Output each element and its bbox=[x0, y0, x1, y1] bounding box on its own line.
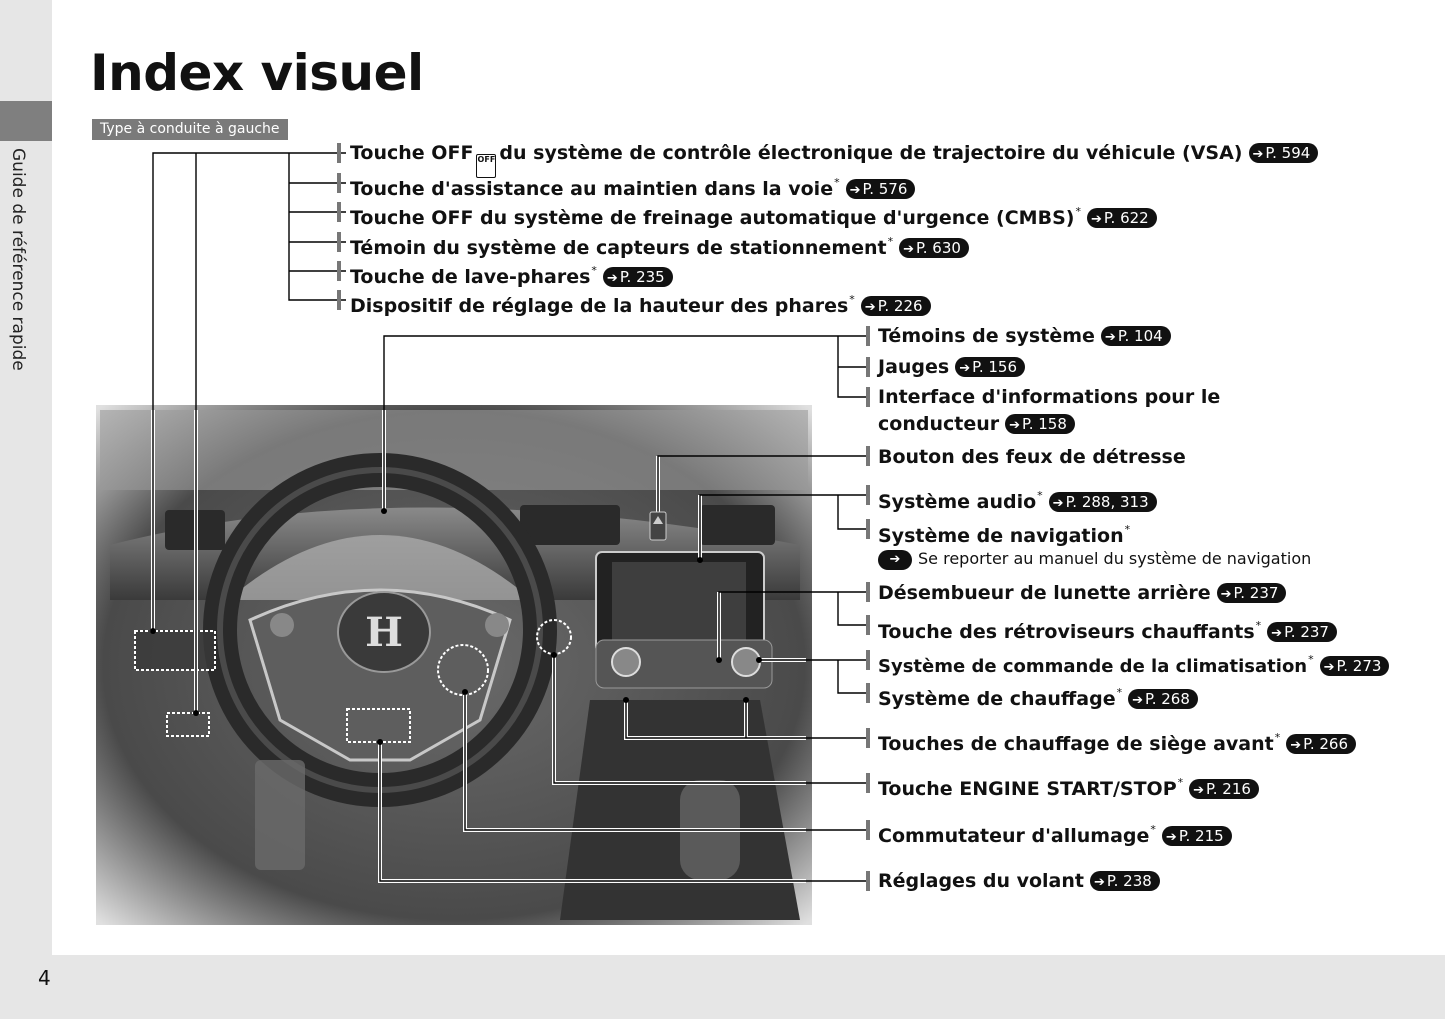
label-vsa: Touche OFF OFF du système de contrôle électronique de trajectoire du véhicule (VSA) ➔ P. 594 bbox=[350, 141, 1318, 178]
page-ref-link[interactable]: ➔ P. 594 bbox=[1249, 143, 1319, 163]
page-ref-link[interactable]: ➔ P. 237 bbox=[1267, 622, 1337, 642]
label-driver-info-2: conducteur ➔ P. 158 bbox=[878, 412, 1075, 436]
page-title: Index visuel bbox=[90, 44, 424, 102]
label-driver-info-1: Interface d'informations pour le bbox=[878, 386, 1221, 408]
page-ref-link[interactable]: ➔ P. 156 bbox=[955, 357, 1025, 377]
nav-manual-note: ➔ Se reporter au manuel du système de navigation bbox=[878, 547, 1311, 571]
label-parking-sensor: Témoin du système de capteurs de stationnement*➔ P. 630 bbox=[350, 230, 969, 260]
label-indicators: Témoins de système ➔ P. 104 bbox=[878, 324, 1171, 348]
page-ref-link[interactable]: ➔ P. 237 bbox=[1217, 583, 1287, 603]
label-navigation: Système de navigation* bbox=[878, 523, 1131, 547]
page-ref-link[interactable]: ➔ P. 215 bbox=[1162, 826, 1232, 846]
page-ref-link[interactable]: ➔ P. 266 bbox=[1286, 734, 1356, 754]
page-ref-link[interactable]: ➔ P. 158 bbox=[1005, 414, 1075, 434]
page-ref-link[interactable]: ➔ P. 226 bbox=[861, 296, 931, 316]
label-climate: Système de commande de la climatisation*➔ P. 273 bbox=[878, 648, 1389, 679]
label-heating: Système de chauffage*➔ P. 268 bbox=[878, 681, 1198, 711]
page-ref-link[interactable]: ➔ P. 288, 313 bbox=[1049, 492, 1157, 512]
page-ref-link[interactable]: ➔ P. 104 bbox=[1101, 326, 1171, 346]
label-gauges: Jauges ➔ P. 156 bbox=[878, 355, 1025, 379]
page-ref-link[interactable]: ➔ P. 576 bbox=[846, 179, 916, 199]
drive-type-badge: Type à conduite à gauche bbox=[92, 119, 288, 140]
page-ref-link[interactable]: ➔ P. 622 bbox=[1087, 208, 1157, 228]
label-ignition: Commutateur d'allumage*➔ P. 215 bbox=[878, 818, 1232, 848]
page-ref-link[interactable]: ➔ P. 238 bbox=[1090, 871, 1160, 891]
page-number: 4 bbox=[38, 966, 51, 990]
side-tab-label: Guide de référence rapide bbox=[8, 148, 28, 371]
page-ref-link[interactable]: ➔ P. 268 bbox=[1128, 689, 1198, 709]
label-cmbs: Touche OFF du système de freinage automatique d'urgence (CMBS)*➔ P. 622 bbox=[350, 200, 1157, 230]
label-engine-start: Touche ENGINE START/STOP*➔ P. 216 bbox=[878, 771, 1259, 801]
page-ref-link[interactable]: ➔ P. 630 bbox=[899, 238, 969, 258]
label-lane-keeping: Touche d'assistance au maintien dans la voie*➔ P. 576 bbox=[350, 171, 915, 201]
page-ref-link[interactable]: ➔ P. 273 bbox=[1320, 656, 1390, 676]
honda-logo: H bbox=[365, 609, 403, 656]
vsa-off-icon-label: OFF bbox=[477, 155, 496, 164]
label-rear-defrost: Désembueur de lunette arrière ➔ P. 237 bbox=[878, 581, 1286, 605]
label-audio: Système audio*➔ P. 288, 313 bbox=[878, 484, 1157, 514]
label-seat-heaters: Touches de chauffage de siège avant*➔ P. 266 bbox=[878, 726, 1356, 756]
label-steering-adjust: Réglages du volant ➔ P. 238 bbox=[878, 869, 1160, 893]
page-ref-link[interactable]: ➔ P. 216 bbox=[1189, 779, 1259, 799]
label-headlight-washer: Touche de lave-phares*➔ P. 235 bbox=[350, 259, 673, 289]
page-ref-link[interactable]: ➔ P. 235 bbox=[603, 267, 673, 287]
label-heated-mirrors: Touche des rétroviseurs chauffants*➔ P. 237 bbox=[878, 614, 1337, 644]
label-hazard: Bouton des feux de détresse bbox=[878, 446, 1186, 468]
label-headlight-aim: Dispositif de réglage de la hauteur des phares*➔ P. 226 bbox=[350, 288, 931, 318]
arrow-ref-icon: ➔ bbox=[878, 550, 912, 570]
